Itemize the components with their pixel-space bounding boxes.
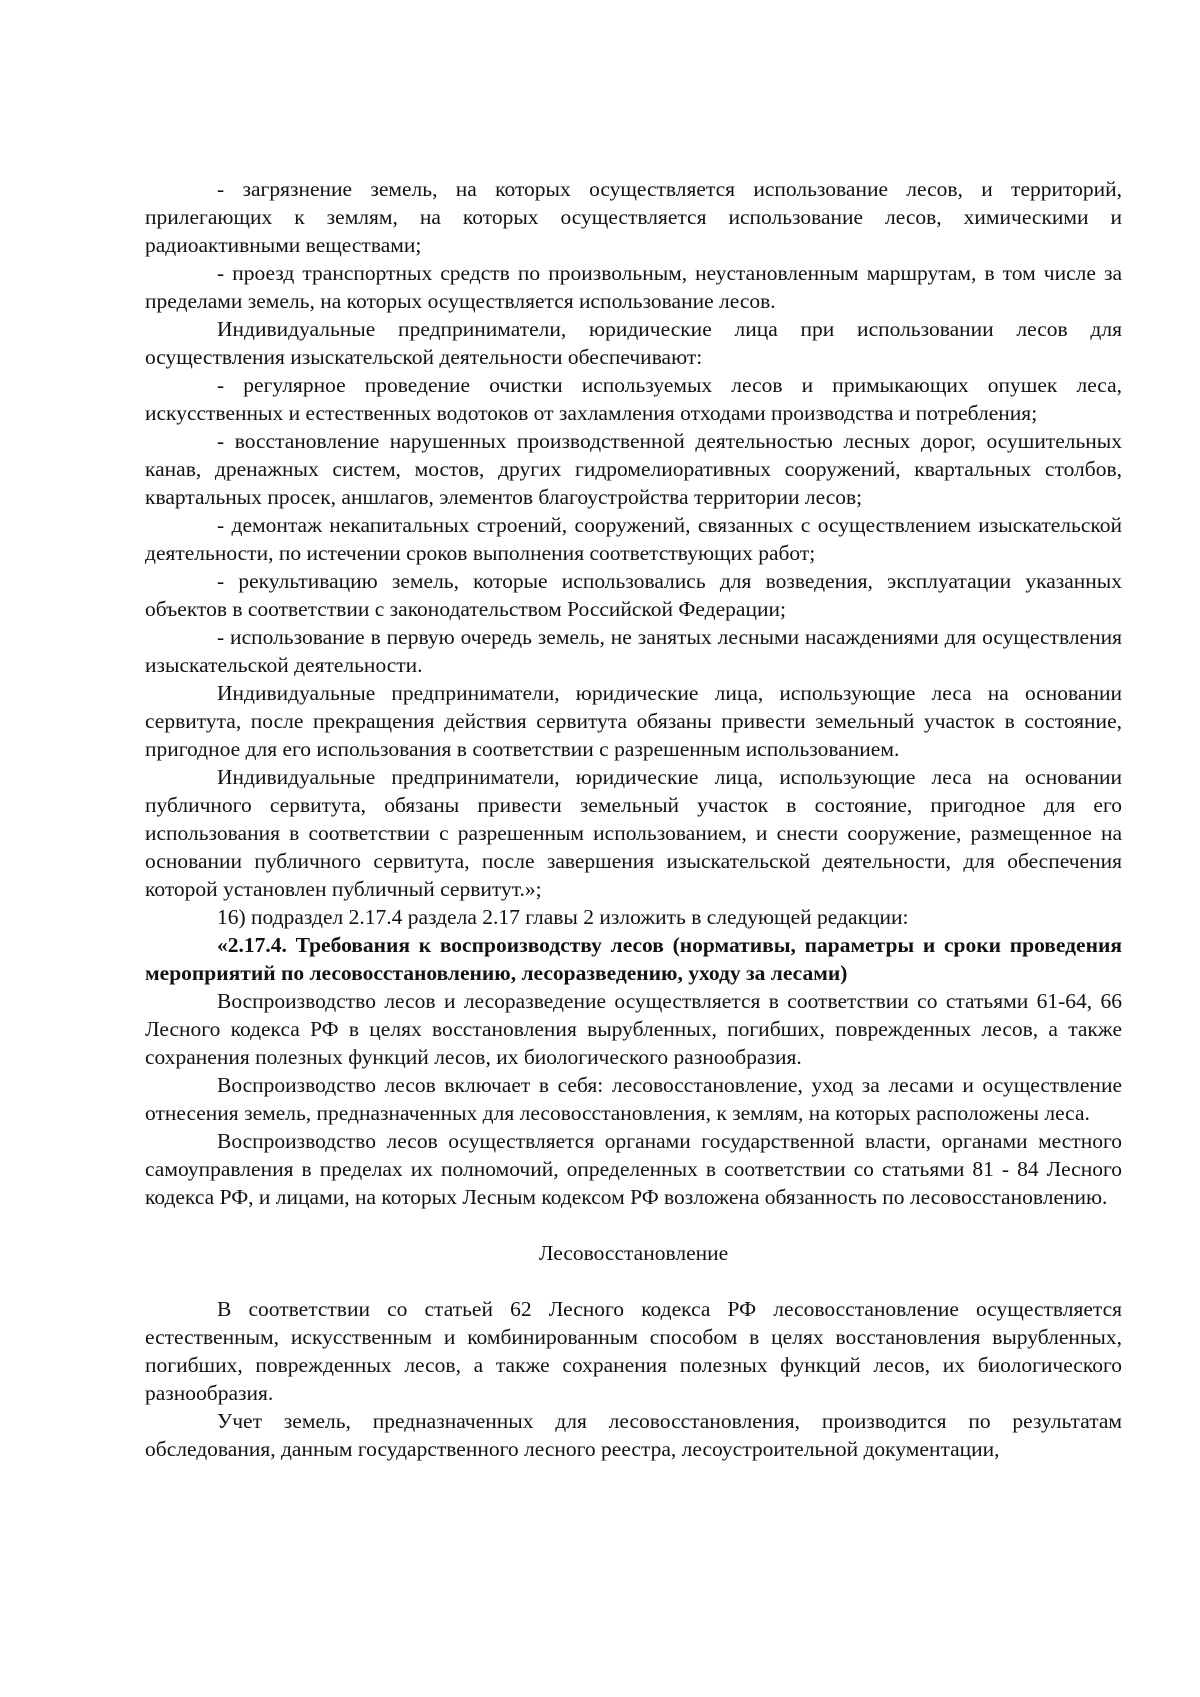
paragraph: - рекультивацию земель, которые использовались для возведения, эксплуатации указанных объектов в соответствии с законодательством Российской Федерации; xyxy=(145,569,1122,621)
section-heading: Лесовосстановление xyxy=(538,1241,729,1265)
paragraph: Воспроизводство лесов и лесоразведение осуществляется в соответствии со статьями 61-64, 66 Лесного кодекса РФ в целях восстановления вырубленных, погибших, поврежденных лесов, а также сохранения полезных функций лесов, их биологического разнообразия. xyxy=(145,989,1122,1069)
paragraph: 16) подраздел 2.17.4 раздела 2.17 главы 2 изложить в следующей редакции: xyxy=(217,905,909,929)
paragraph: - регулярное проведение очистки используемых лесов и примыкающих опушек леса, искусственных и естественных водотоков от захламления отходами производства и потребления; xyxy=(145,373,1122,425)
paragraph: Индивидуальные предприниматели, юридические лица, использующие леса на основании публичного сервитута, обязаны привести земельный участок в состояние, пригодное для его использования в соответствии с разрешенным использованием, и снести сооружение, размещенное на основании публичного сервитута, после завершения изыскательской деятельности, для обеспечения которой установлен публичный сервитут.»; xyxy=(145,765,1122,901)
paragraph: - проезд транспортных средств по произвольным, неустановленным маршрутам, в том числе за пределами земель, на которых осуществляется использование лесов. xyxy=(145,261,1122,313)
paragraph: - демонтаж некапитальных строений, сооружений, связанных с осуществлением изыскательской деятельности, по истечении сроков выполнения соответствующих работ; xyxy=(145,513,1122,565)
subsection-title: «2.17.4. Требования к воспроизводству лесов (нормативы, параметры и сроки проведения мероприятий по лесовосстановлению, лесоразведению, уходу за лесами) xyxy=(145,933,1122,985)
paragraph: - использование в первую очередь земель, не занятых лесными насаждениями для осуществления изыскательской деятельности. xyxy=(145,625,1122,677)
document-page xyxy=(145,175,1122,1463)
paragraphs-top xyxy=(145,175,1122,1211)
paragraph: - загрязнение земель, на которых осуществляется использование лесов, и территорий, прилегающих к землям, на которых осуществляется использование лесов, химическими и радиоактивными веществами; xyxy=(145,177,1122,257)
paragraph: Учет земель, предназначенных для лесовосстановления, производится по результатам обследования, данным государственного лесного реестра, лесоустроительной документации, xyxy=(145,1409,1122,1461)
paragraph: В соответствии со статьей 62 Лесного кодекса РФ лесовосстановление осуществляется естественным, искусственным и комбинированным способом в целях восстановления вырубленных, погибших, поврежденных лесов, а также сохранения полезных функций лесов, их биологического разнообразия. xyxy=(145,1297,1122,1405)
paragraphs-bottom xyxy=(145,1295,1122,1463)
paragraph: Индивидуальные предприниматели, юридические лица при использовании лесов для осуществления изыскательской деятельности обеспечивают: xyxy=(145,317,1122,369)
paragraph: Воспроизводство лесов осуществляется органами государственной власти, органами местного самоуправления в пределах их полномочий, определенных в соответствии со статьями 81 - 84 Лесного кодекса РФ, и лицами, на которых Лесным кодексом РФ возложена обязанность по лесовосстановлению. xyxy=(145,1129,1122,1209)
paragraph: Воспроизводство лесов включает в себя: лесовосстановление, уход за лесами и осуществление отнесения земель, предназначенных для лесовосстановления, к землям, на которых расположены леса. xyxy=(145,1073,1122,1125)
paragraph: Индивидуальные предприниматели, юридические лица, использующие леса на основании сервитута, после прекращения действия сервитута обязаны привести земельный участок в состояние, пригодное для его использования в соответствии с разрешенным использованием. xyxy=(145,681,1122,761)
paragraph: - восстановление нарушенных производственной деятельностью лесных дорог, осушительных канав, дренажных систем, мостов, других гидромелиоративных сооружений, квартальных столбов, квартальных просек, аншлагов, элементов благоустройства территории лесов; xyxy=(145,429,1122,509)
